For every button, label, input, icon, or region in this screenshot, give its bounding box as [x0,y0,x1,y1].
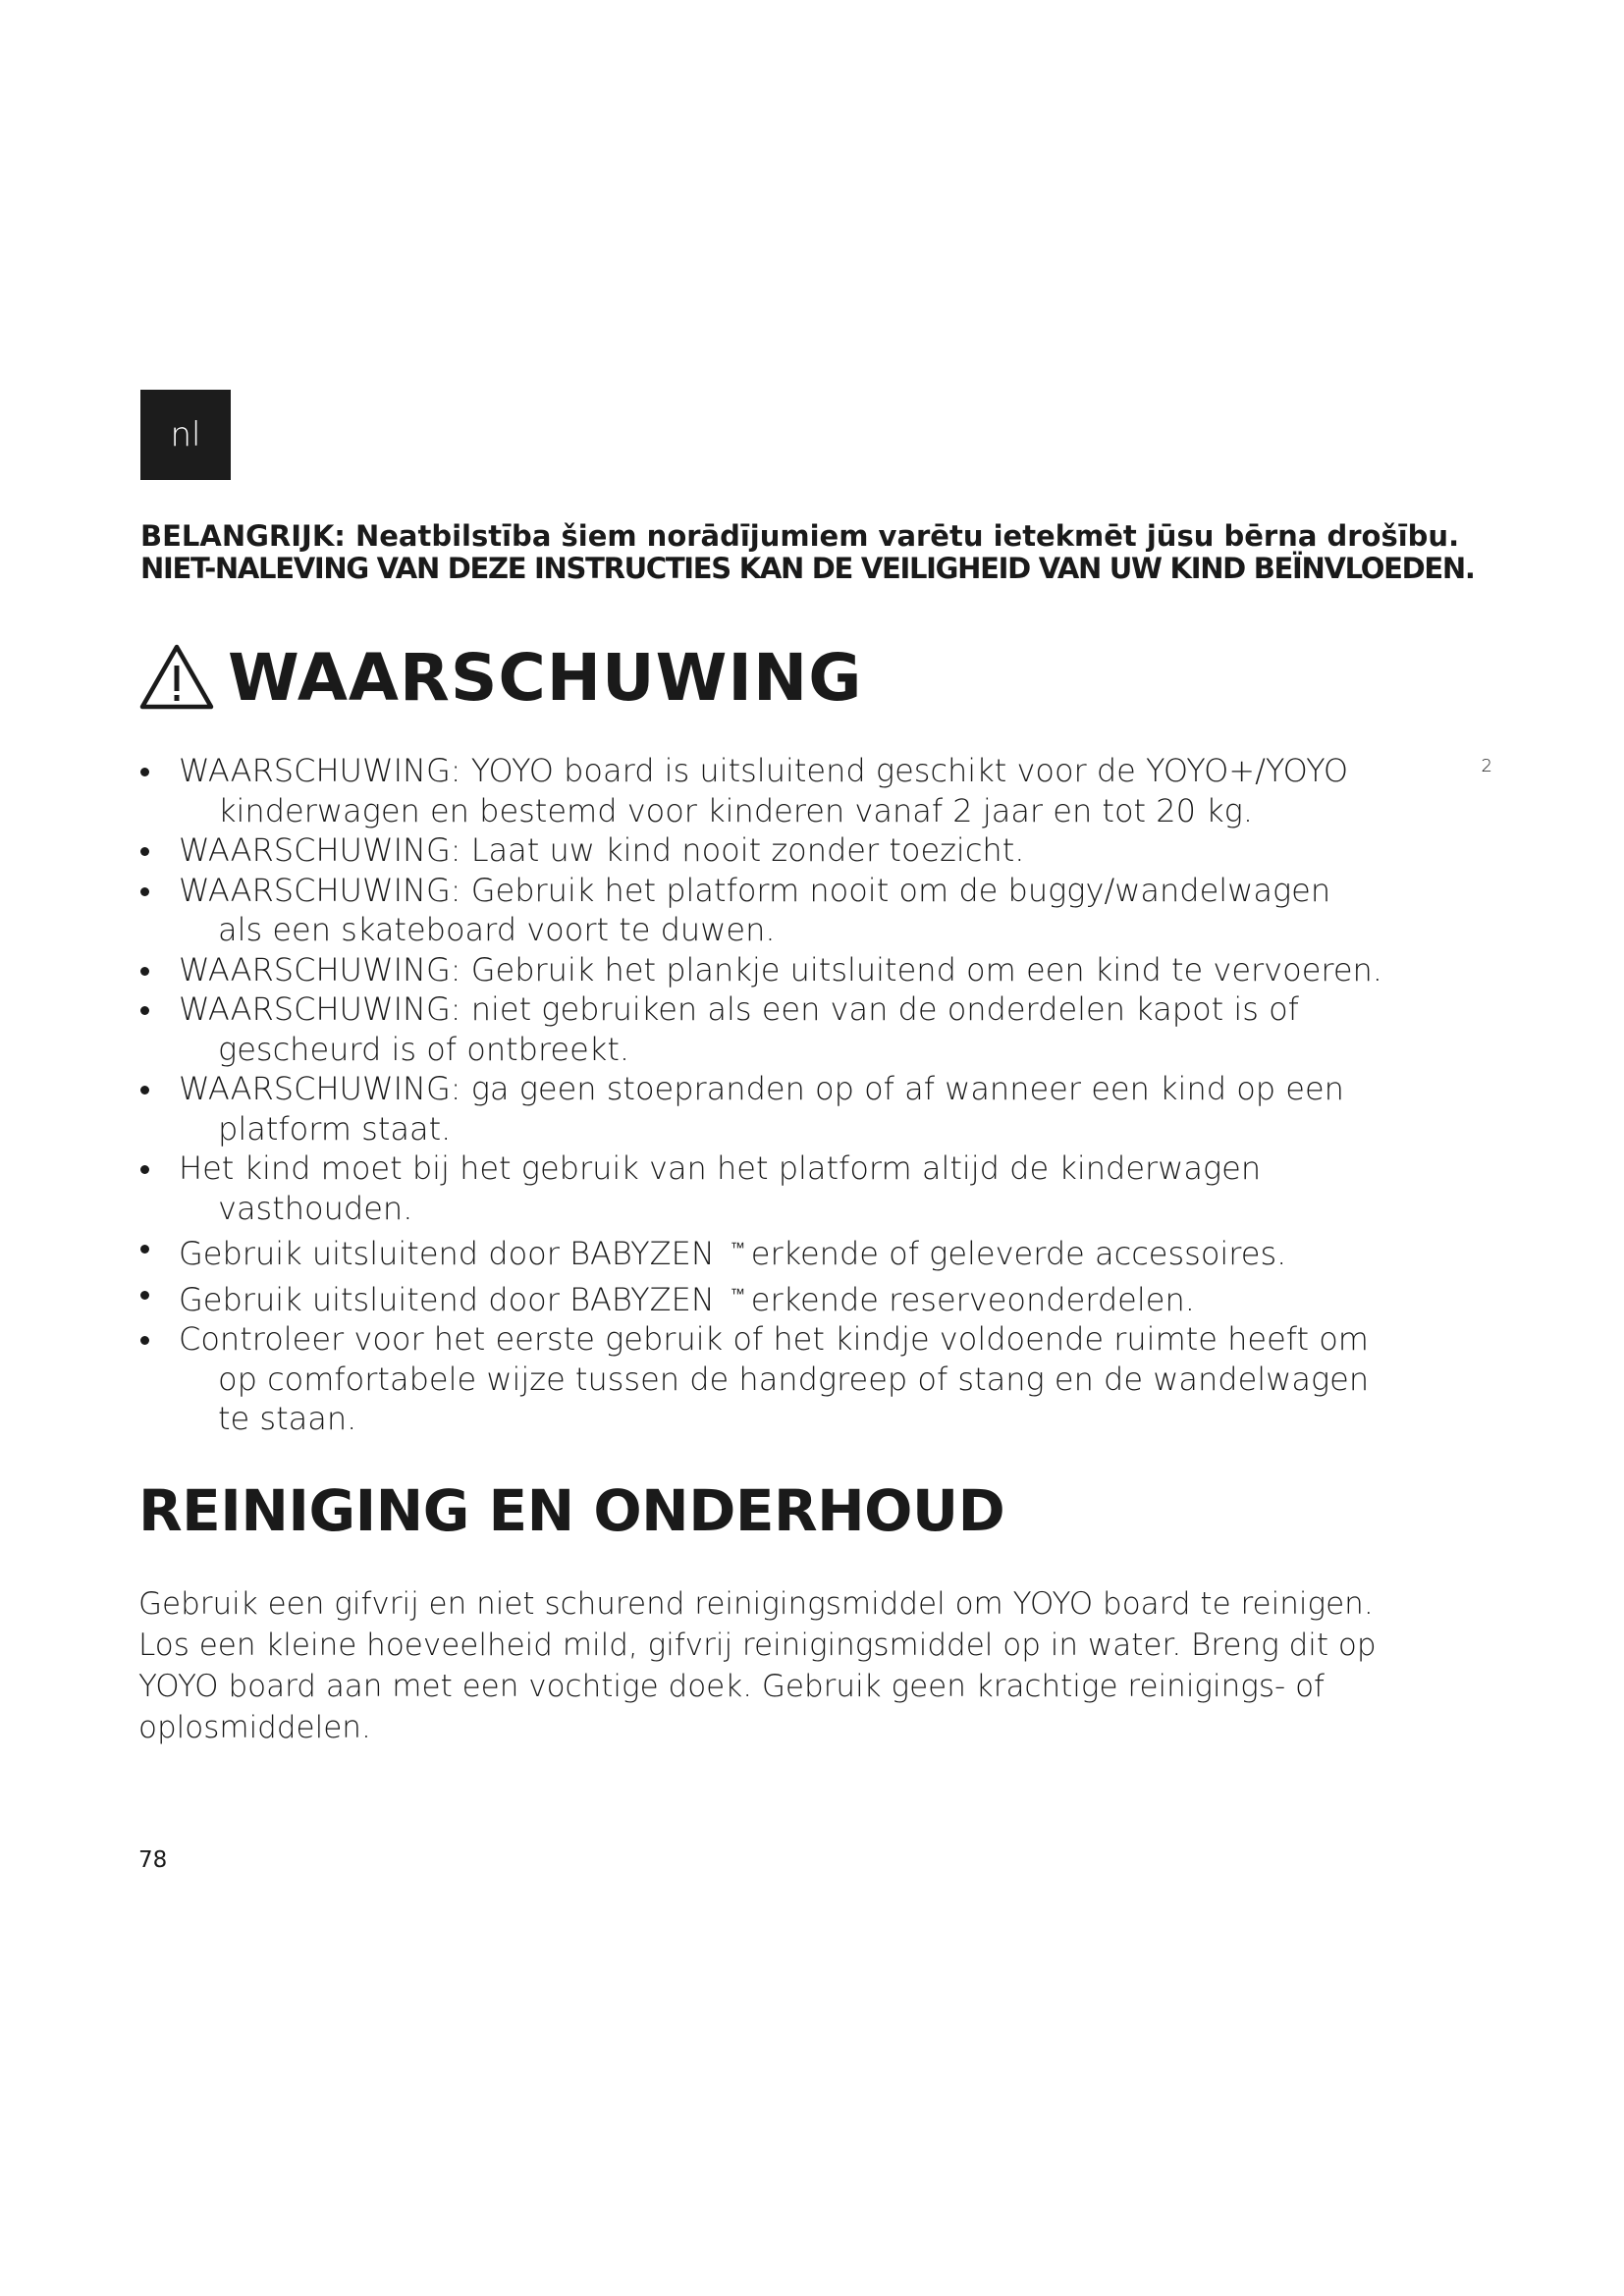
warning-item: WAARSCHUWING: YOYO board is uitsluitend geschikt voor de YOYO+/YOYO 2 kinderwagen en bestemd voor kinderen vanaf 2 jaar en tot 20 kg. [137,751,1492,830]
warning-item: WAARSCHUWING: Gebruik het plankje uitsluitend om een kind te vervoeren. [137,950,1492,990]
care-line: Los een kleine hoeveelheid mild, gifvrij reinigingsmiddel op in water. Breng dit op [138,1628,1377,1663]
care-line: oplosmiddelen. [138,1710,371,1745]
warning-item: WAARSCHUWING: niet gebruiken als een van de onderdelen kapot is of gescheurd is of ontbreekt. [137,989,1492,1069]
page-number: 78 [138,1847,168,1873]
care-line: YOYO board aan met een vochtige doek. Gebruik geen krachtige reinigings- of [138,1669,1325,1704]
important-line-1: BELANGRIJK: Neatbilstība šiem norādījumiem varētu ietekmēt jūsu bērna drošību. [140,519,1460,553]
language-tab: nl [140,390,231,480]
footnote-superscript: 2 [1481,756,1492,776]
warning-item: Het kind moet bij het gebruik van het platform altijd de kinderwagen vasthouden. [137,1148,1492,1228]
warning-item: Gebruik uitsluitend door BABYZEN ™ erkende reserveonderdelen. [137,1274,1492,1320]
important-notice [140,520,1495,585]
care-paragraph [138,1583,1493,1748]
trademark-symbol: ™ [730,1284,745,1303]
important-line-2: NIET-NALEVING VAN DEZE INSTRUCTIES KAN DE VEILIGHEID VAN UW KIND BEÏNVLOEDEN. [140,552,1475,585]
care-line: Gebruik een gifvrij en niet schurend reinigingsmiddel om YOYO board te reinigen. [138,1586,1374,1622]
care-section-title: REINIGING EN ONDERHOUD [138,1477,1005,1544]
warning-title: WAARSCHUWING [228,639,863,716]
warning-item: WAARSCHUWING: ga geen stoepranden op of af wanneer een kind op een platform staat. [137,1069,1492,1148]
warning-heading [137,638,862,717]
warning-item: Gebruik uitsluitend door BABYZEN ™ erkende of geleverde accessoires. [137,1228,1492,1274]
warning-list [137,751,1492,1439]
warning-triangle-icon [137,642,216,713]
warning-item: Controleer voor het eerste gebruik of het kindje voldoende ruimte heeft om op comfortabele wijze tussen de handgreep of stang en de wandelwagen te staan. [137,1319,1492,1439]
trademark-symbol: ™ [730,1239,745,1256]
warning-item: WAARSCHUWING: Laat uw kind nooit zonder toezicht. [137,830,1492,871]
warning-item: WAARSCHUWING: Gebruik het platform nooit om de buggy/wandelwagen als een skateboard voort te duwen. [137,871,1492,950]
